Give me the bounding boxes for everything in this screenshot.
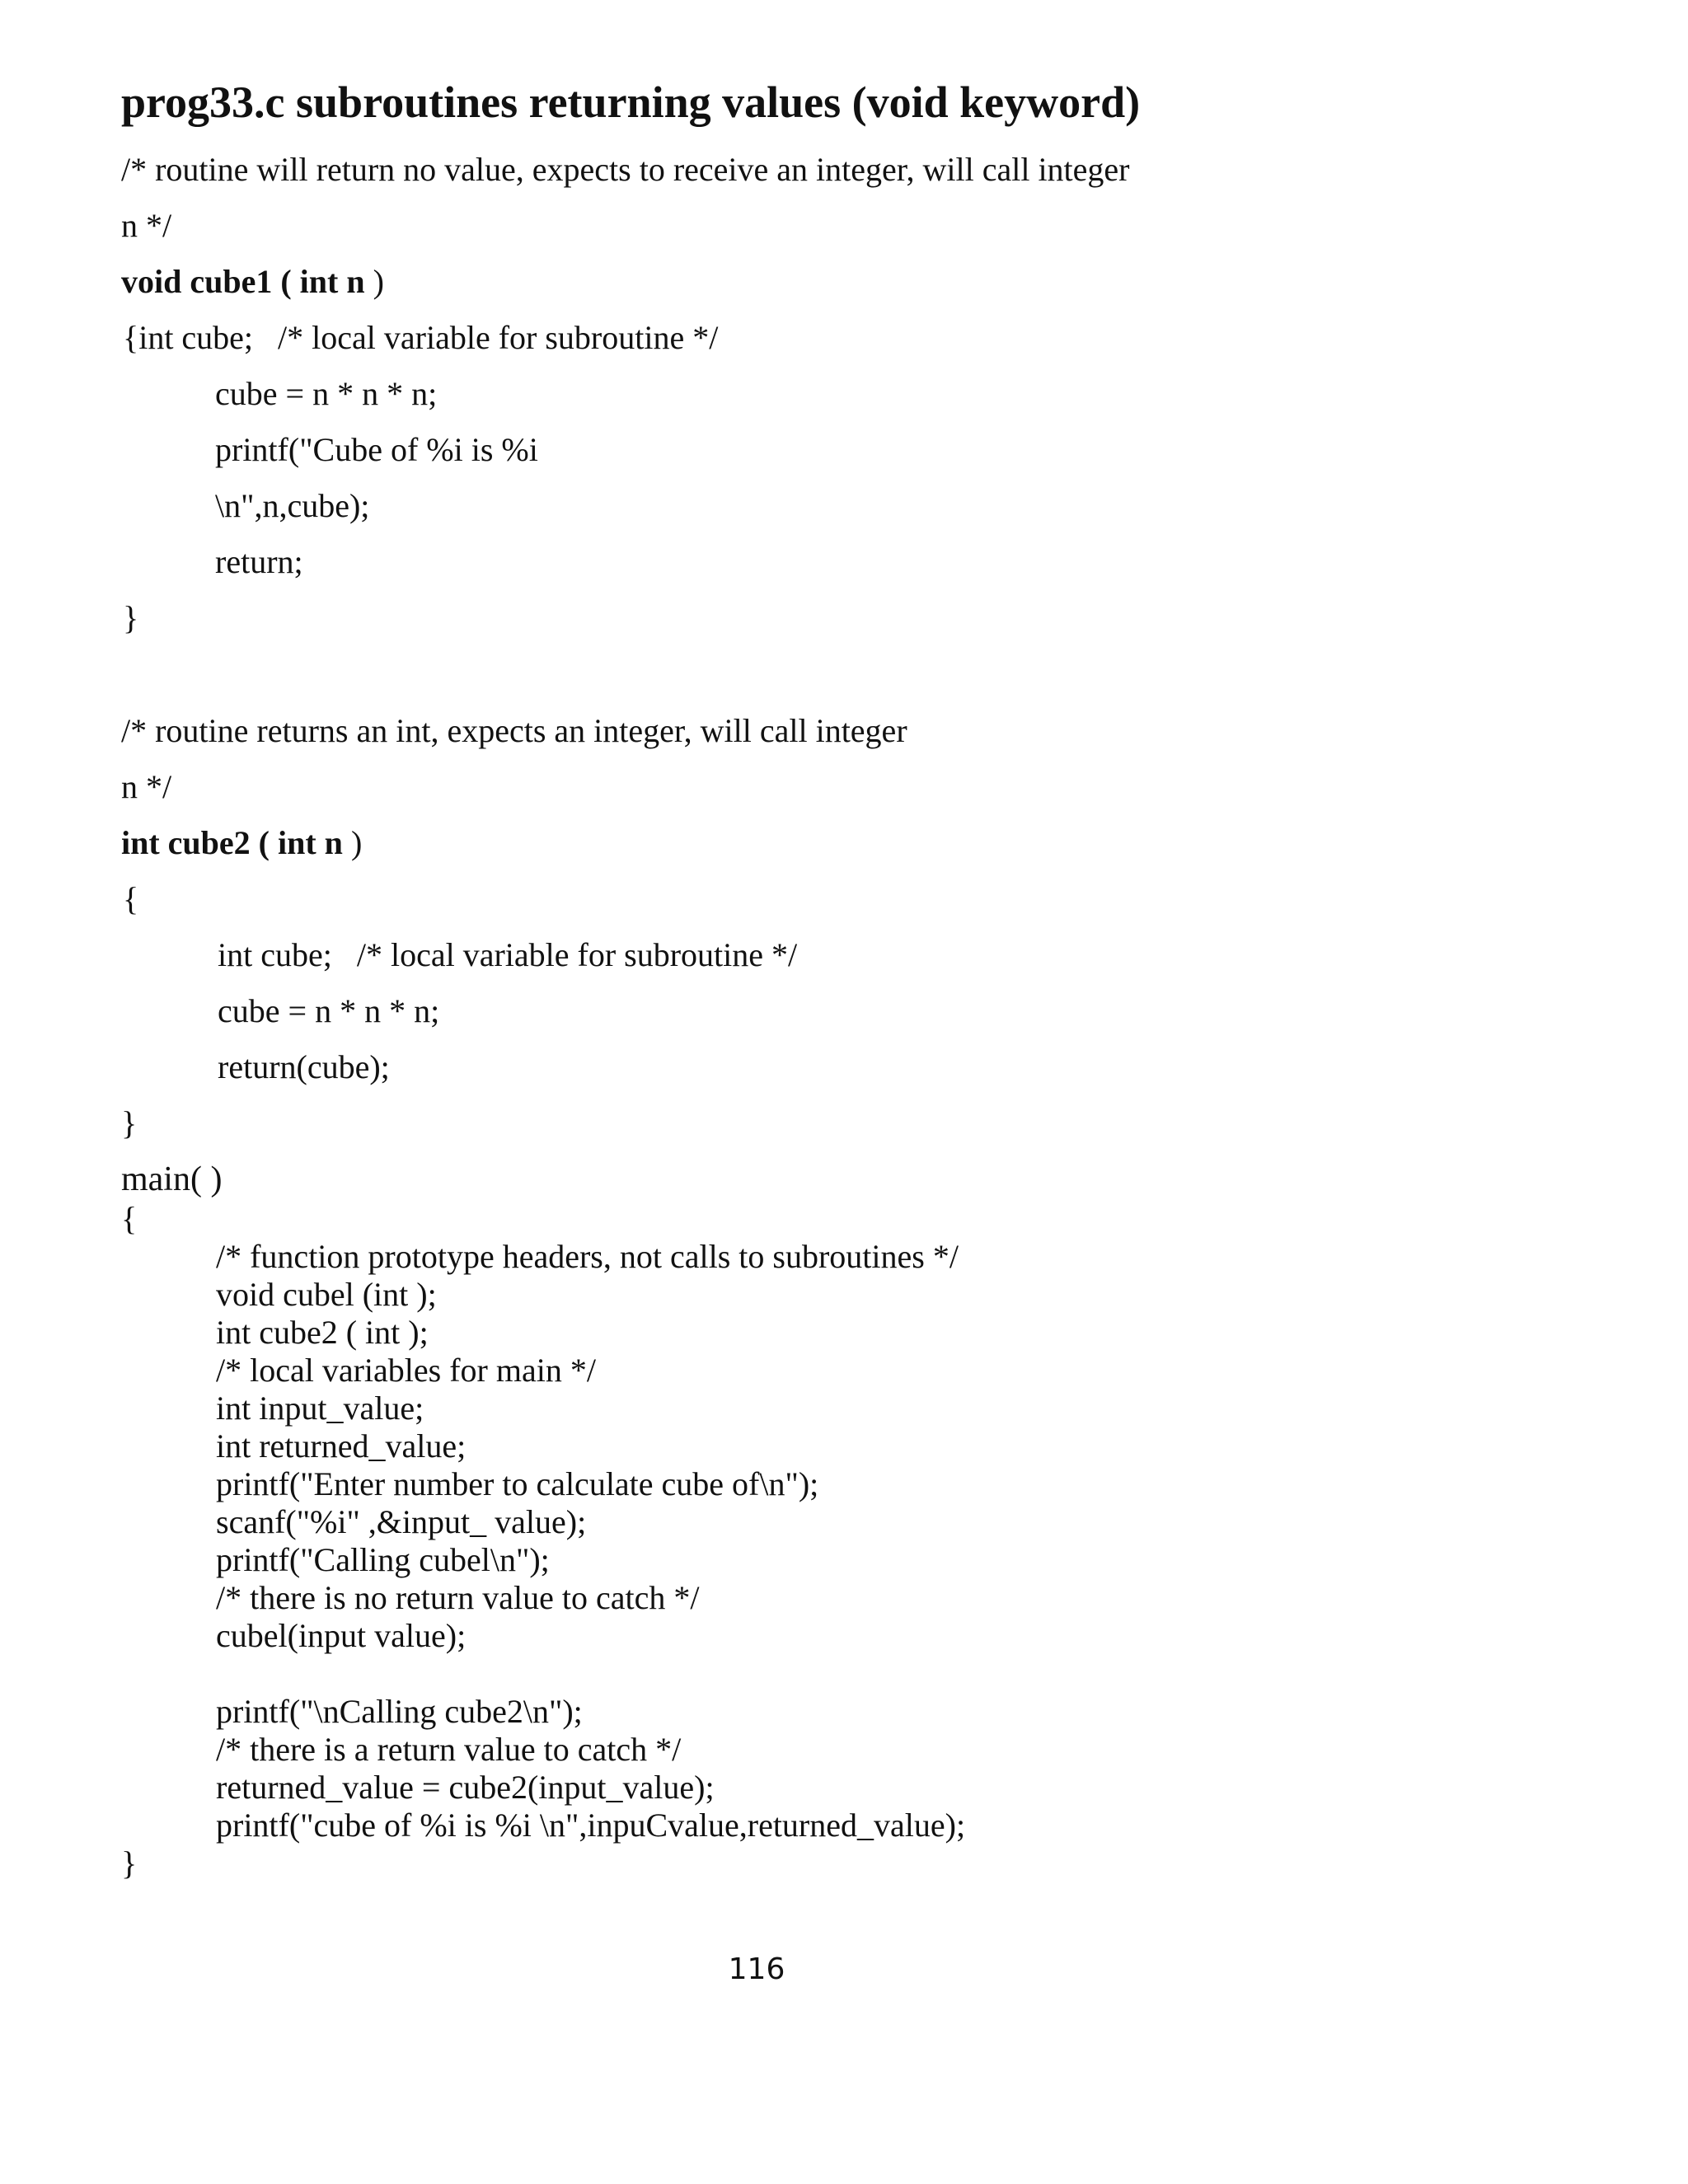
cube2-comment-line-2: n */ [121,768,172,805]
cube1-comment-line-1: /* routine will return no value, expects to receive an integer, will call integer [121,151,1130,188]
cube2-close-brace: } [121,1104,138,1141]
cube1-signature [121,261,384,302]
page-number: 116 [728,1952,785,1986]
code-line: int input_value; [216,1390,424,1427]
code-line: printf("Calling cubel\n"); [216,1541,550,1578]
code-line: int cube2 ( int ); [216,1314,429,1351]
code-line: void cubel (int ); [216,1276,437,1313]
code-line: returned_value = cube2(input_value); [216,1769,715,1806]
main-close-brace: } [121,1844,138,1882]
code-line: return; [215,543,303,580]
code-line: printf("\nCalling cube2\n"); [216,1693,583,1730]
cube2-signature [121,823,362,864]
main-open-brace: { [121,1200,138,1237]
code-line: int cube; /* local variable for subroutine */ [218,936,798,973]
code-line: scanf("%i" ,&input_ value); [216,1503,587,1540]
main-signature: main( ) [121,1160,223,1198]
cube2-comment-line-1: /* routine returns an int, expects an integer, will call integer [121,712,907,749]
code-line: return(cube); [218,1048,390,1085]
cube2-open-brace: { [123,880,139,917]
cube1-signature-paren: ) [364,263,384,300]
code-line: \n",n,cube); [215,487,370,524]
code-line: printf("Cube of %i is %i [215,431,538,468]
code-line: /* local variables for main */ [216,1352,596,1389]
cube2-signature-paren: ) [342,824,363,861]
page-title: prog33.c subroutines returning values (void keyword) [121,77,1141,127]
code-line: cubel(input value); [216,1617,467,1654]
code-line: cube = n * n * n; [218,992,440,1029]
cube1-signature-text: void cube1 ( int n [121,263,365,300]
cube2-signature-text: int cube2 ( int n [121,824,343,861]
code-line: /* function prototype headers, not calls to subroutines */ [216,1238,959,1275]
code-line: /* there is no return value to catch */ [216,1579,700,1616]
cube1-open-line: {int cube; /* local variable for subroutine */ [123,319,719,356]
code-line: int returned_value; [216,1427,467,1465]
code-line: printf("Enter number to calculate cube of\n"); [216,1465,819,1502]
code-line: printf("cube of %i is %i \n",inpuCvalue,returned_value); [216,1807,966,1844]
cube1-comment-line-2: n */ [121,207,172,244]
cube1-close-brace: } [123,599,139,636]
code-line: /* there is a return value to catch */ [216,1731,682,1768]
code-line: cube = n * n * n; [215,375,438,412]
